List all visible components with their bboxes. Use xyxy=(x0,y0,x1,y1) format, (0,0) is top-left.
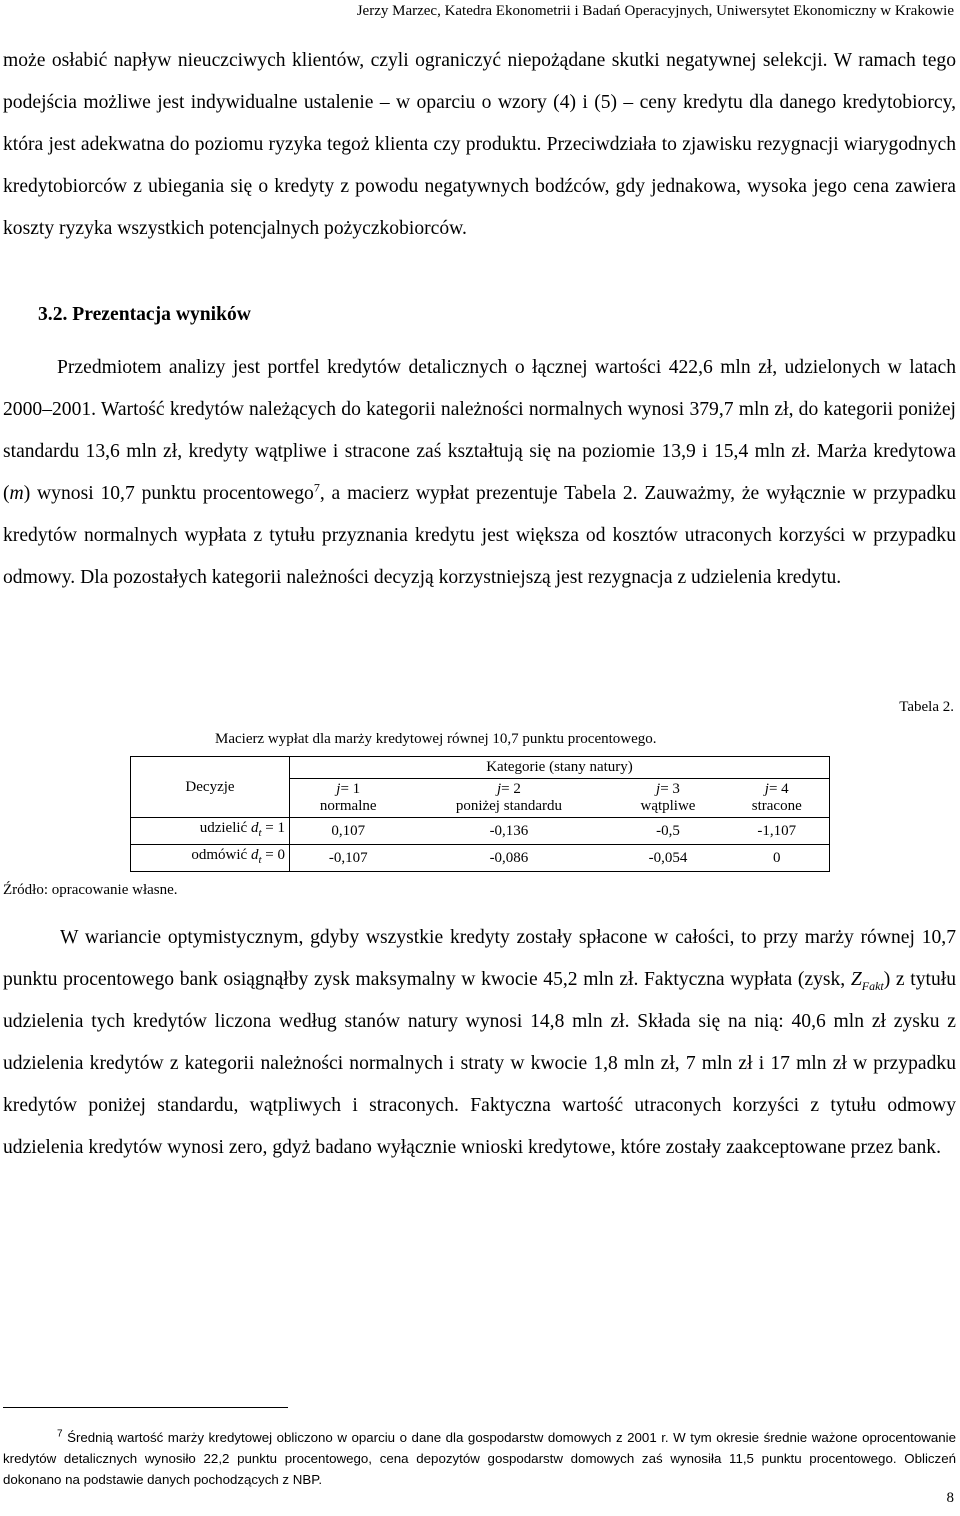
table-source-note: Źródło: opracowanie własne. xyxy=(3,882,178,898)
states-header: Kategorie (stany natury) xyxy=(290,757,830,779)
table-cell: 0,107 xyxy=(290,818,407,845)
column-header: j= 4 stracone xyxy=(725,779,830,818)
table-row xyxy=(131,818,830,845)
paragraph-results xyxy=(3,347,956,599)
column-header: j= 1 normalne xyxy=(290,779,407,818)
z-subscript: Fakt xyxy=(861,978,884,993)
column-header: j= 2 poniżej standardu xyxy=(406,779,611,818)
table-caption: Macierz wypłat dla marży kredytowej równej 10,7 punktu procentowego. xyxy=(215,731,657,747)
table-row xyxy=(131,845,830,872)
section-heading: 3.2. Prezentacja wyników xyxy=(38,304,251,325)
footnote-text: Średnią wartość marży kredytowej obliczono w oparciu o dane dla gospodarstw domowych z 2001 r. W tym okresie średnie ważone oprocentowanie kredytów detalicznych wynosiło 22,2 punktu procentowego, cena depozytów gospodarstw domowych zaś wynosiła 11,5 punktu procentowego. Obliczeń dokonano na podstawie danych pochodzących z NBP. xyxy=(3,1430,956,1487)
results-text-part3: , a macierz wypłat prezentuje Tabela 2. Zauważmy, że wyłącznie w przypadku kredytów normalnych wypłata z tytułu przyznania kredytu jest większa od kosztów utraconych korzyści w przypadku odmowy. Dla pozostałych kategorii należności decyzją korzystniejszą jest rezygnacja z udzielenia kredytu. xyxy=(3,483,956,588)
paragraph-optimistic-variant: W wariancie optymistycznym, gdyby wszystkie kredyty zostały spłacone w całości, to przy marży równej 10,7 punktu procentowego bank osiągnąłby zysk maksymalny w kwocie 45,2 mln zł. Faktyczna wypłata (zysk, $Z_{Fakt}$) z tytułu udzielenia tych kredytów liczona według stanów natury wynosi 14,8 mln zł. Składa się na nią: 40,6 mln zł zysku z udzielenia kredytów z kategorii należności normalnych i straty w kwocie 1,8 mln zł, 7 mln zł i 17 mln zł w przypadku kredytów poniżej standardu, wątpliwych i straconych. Faktyczna wartość utraconych korzyści z tytułu odmowy udzielenia kredytów wynosi zero, gdyż badano wyłącznie wnioski kredytowe, które zostały zaakceptowane przez bank. xyxy=(3,927,956,1158)
payoff-matrix-table xyxy=(130,756,830,872)
decisions-header: Decyzje xyxy=(131,757,290,818)
running-head: Jerzy Marzec, Katedra Ekonometrii i Badań Operacyjnych, Uniwersytet Ekonomiczny w Krakowie xyxy=(356,3,954,19)
table-cell: -0,107 xyxy=(290,845,407,872)
page-number: 8 xyxy=(946,1490,954,1506)
footnote xyxy=(3,1427,956,1490)
table-cell: -0,136 xyxy=(406,818,611,845)
table-label: Tabela 2. xyxy=(899,699,954,715)
row-label: odmówić $d_t = 0$ xyxy=(131,845,290,872)
table-cell: -0,086 xyxy=(406,845,611,872)
table-cell: -0,054 xyxy=(611,845,724,872)
table-header-row xyxy=(131,757,830,779)
footnote-divider xyxy=(3,1407,288,1408)
table-cell: -1,107 xyxy=(725,818,830,845)
footnote-reference[interactable]: 7 xyxy=(313,480,320,495)
margin-symbol: m xyxy=(9,483,24,504)
table-cell: -0,5 xyxy=(611,818,724,845)
results-text-part2: ) wynosi 10,7 punktu procentowego xyxy=(23,483,314,504)
z-symbol: Z xyxy=(850,969,862,990)
footnote-mark: 7 xyxy=(57,1428,63,1440)
table-cell: 0 xyxy=(725,845,830,872)
column-header: j= 3 wątpliwe xyxy=(611,779,724,818)
results-text-part1: Przedmiotem analizy jest portfel kredytów detalicznych o łącznej wartości 422,6 mln zł, udzielonych w latach 2000–2001. Wartość kredytów należących do kategorii należności normalnych wynosi 379,7 mln zł, do kategorii poniżej standardu 13,6 mln zł, kredyty wątpliwe i stracone zaś kształtują się na poziomie 13,9 i 15,4 mln zł. Marża kredytowa ( xyxy=(3,357,956,504)
paragraph-intro: może osłabić napływ nieuczciwych klientów, czyli ograniczyć niepożądane skutki negatywnej selekcji. W ramach tego podejścia możliwe jest indywidualne ustalenie – w oparciu o wzory (4) i (5) – ceny kredytu dla danego kredytobiorcy, która jest adekwatna do poziomu ryzyka tegoż klienta czy produktu. Przeciwdziała to zjawisku rezygnacji wiarygodnych kredytobiorców z ubiegania się o kredyty z powodu negatywnych bodźców, gdy jednakowa, wysoka jego cena zawiera koszty ryzyka wszystkich potencjalnych pożyczkobiorców. xyxy=(3,50,956,239)
row-label: udzielić $d_t = 1$ xyxy=(131,818,290,845)
